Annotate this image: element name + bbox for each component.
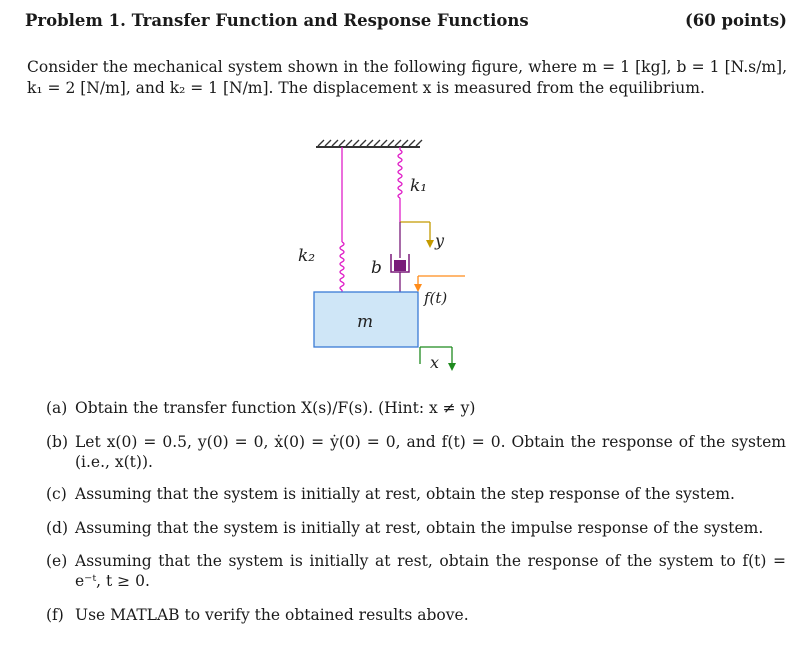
list-item [46, 432, 786, 472]
problem-parts-list [46, 398, 786, 635]
part-label: (d) [46, 519, 69, 537]
part-text: Assuming that the system is initially at rest, obtain the response of the system to f(t) = e⁻ᵗ, t ≥ 0. [75, 552, 786, 590]
label-b: b [371, 258, 382, 278]
part-label: (c) [46, 485, 67, 503]
list-item [46, 551, 786, 591]
problem-header [25, 11, 787, 30]
label-force: f(t) [424, 289, 448, 307]
label-k2: k₂ [298, 246, 316, 266]
part-text: Obtain the transfer function X(s)/F(s). (Hint: x ≠ y) [75, 399, 476, 417]
part-text: Assuming that the system is initially at rest, obtain the step response of the system. [75, 485, 735, 503]
part-text: Assuming that the system is initially at rest, obtain the impulse response of the system. [75, 519, 764, 537]
problem-title: Problem 1. Transfer Function and Response Functions [25, 11, 529, 30]
list-item [46, 605, 786, 625]
ceiling-wall [316, 140, 422, 147]
part-label: (a) [46, 399, 68, 417]
spring-k1 [398, 147, 402, 222]
spring-k2 [340, 147, 344, 292]
part-label: (f) [46, 606, 64, 624]
problem-intro: Consider the mechanical system shown in the following figure, where m = 1 [kg], b = 1 [N.s/m], k₁ = 2 [N/m], and k₂ = 1 [N/m]. The displacement x is measured from the equilibrium. [27, 58, 787, 97]
label-x: x [430, 353, 440, 372]
problem-points: (60 points) [684, 11, 787, 30]
part-label: (e) [46, 552, 68, 570]
part-text: Let x(0) = 0.5, y(0) = 0, ẋ(0) = ẏ(0) = 0, and f(t) = 0. Obtain the response of the system (i.e., x(t)). [75, 433, 786, 471]
part-label: (b) [46, 433, 69, 451]
part-text: Use MATLAB to verify the obtained results above. [75, 606, 469, 624]
label-y: y [435, 231, 445, 250]
list-item [46, 484, 786, 504]
list-item [46, 398, 786, 418]
label-k1: k₁ [410, 176, 428, 196]
label-mass: m [357, 312, 374, 332]
mechanical-system-diagram [270, 130, 490, 375]
y-arrow [426, 222, 434, 248]
list-item [46, 518, 786, 538]
damper-b [391, 222, 409, 292]
mechanical-system-figure [270, 130, 490, 379]
